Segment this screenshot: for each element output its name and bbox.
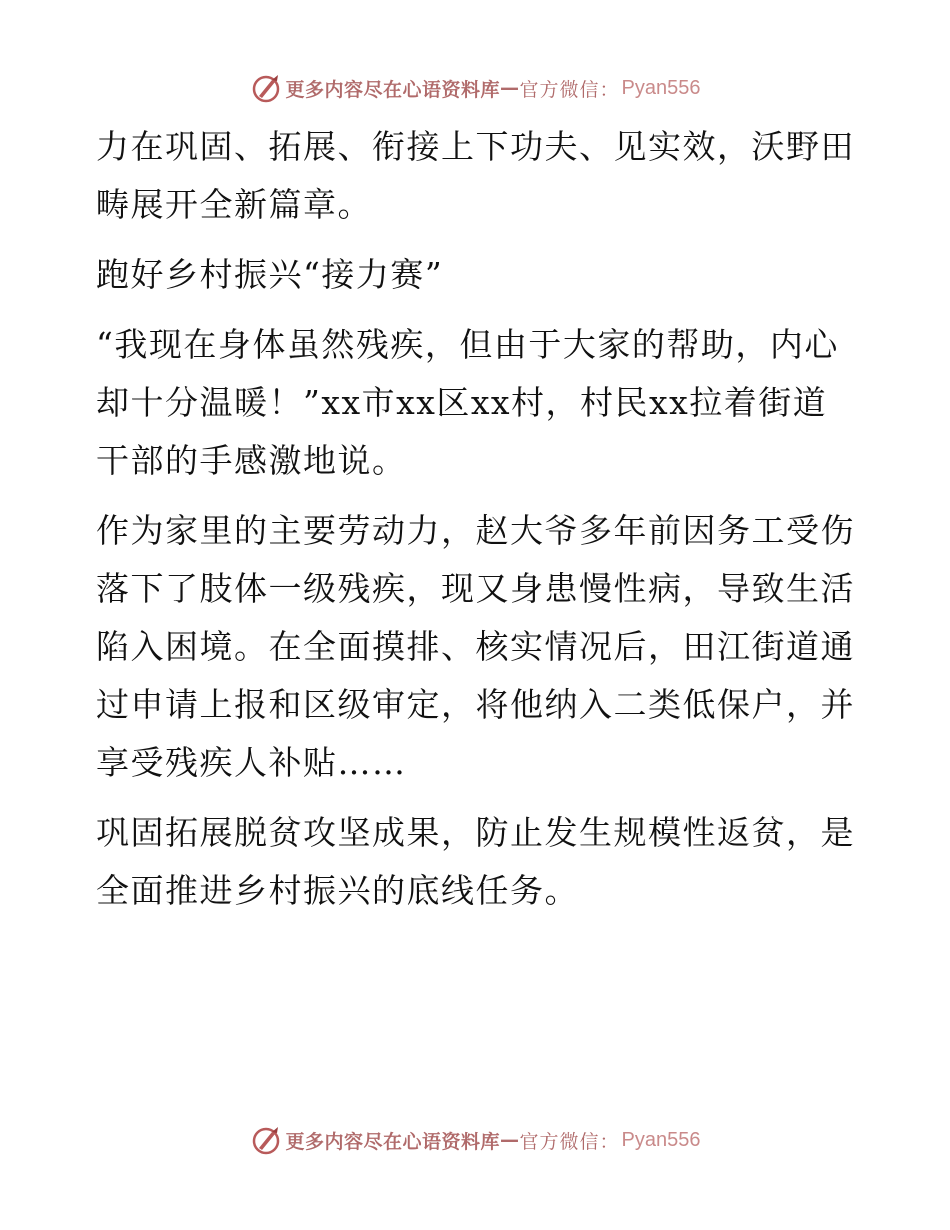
- quill-pen-logo-icon: [250, 1124, 282, 1156]
- watermark-site-text: 更多内容尽在心语资料库: [285, 78, 501, 101]
- watermark-wechat-id: Pyan556: [621, 76, 701, 99]
- document-body: [96, 118, 856, 932]
- section-heading: 跑好乡村振兴“接力赛”: [96, 255, 444, 294]
- footer-watermark: [0, 1120, 950, 1160]
- watermark-site-text: 更多内容尽在心语资料库: [285, 1130, 501, 1153]
- watermark-wechat-id: Pyan556: [621, 1128, 701, 1151]
- watermark-wechat-label: 官方微信：: [519, 78, 620, 101]
- paragraph: 巩固拓展脱贫攻坚成果，防止发生规模性返贫，是全面推进乡村振兴的底线任务。: [96, 813, 855, 910]
- paragraph: “我现在身体虽然残疾，但由于大家的帮助，内心却十分温暖！”xx市xx区xx村，村民xx拉着街道干部的手感激地说。: [96, 325, 839, 480]
- watermark-wechat-label: 官方微信：: [519, 1130, 620, 1153]
- watermark-separator: —: [500, 1129, 520, 1151]
- paragraph: 力在巩固、拓展、衔接上下功夫、见实效，沃野田畴展开全新篇章。: [96, 127, 855, 224]
- header-watermark: [0, 68, 950, 108]
- quill-pen-logo-icon: [250, 72, 282, 104]
- watermark-separator: —: [500, 77, 520, 99]
- paragraph: 作为家里的主要劳动力，赵大爷多年前因务工受伤落下了肢体一级残疾，现又身患慢性病，导致生活陷入困境。在全面摸排、核实情况后，田江街道通过申请上报和区级审定，将他纳入二类低保户，并享受残疾人补贴……: [96, 511, 855, 782]
